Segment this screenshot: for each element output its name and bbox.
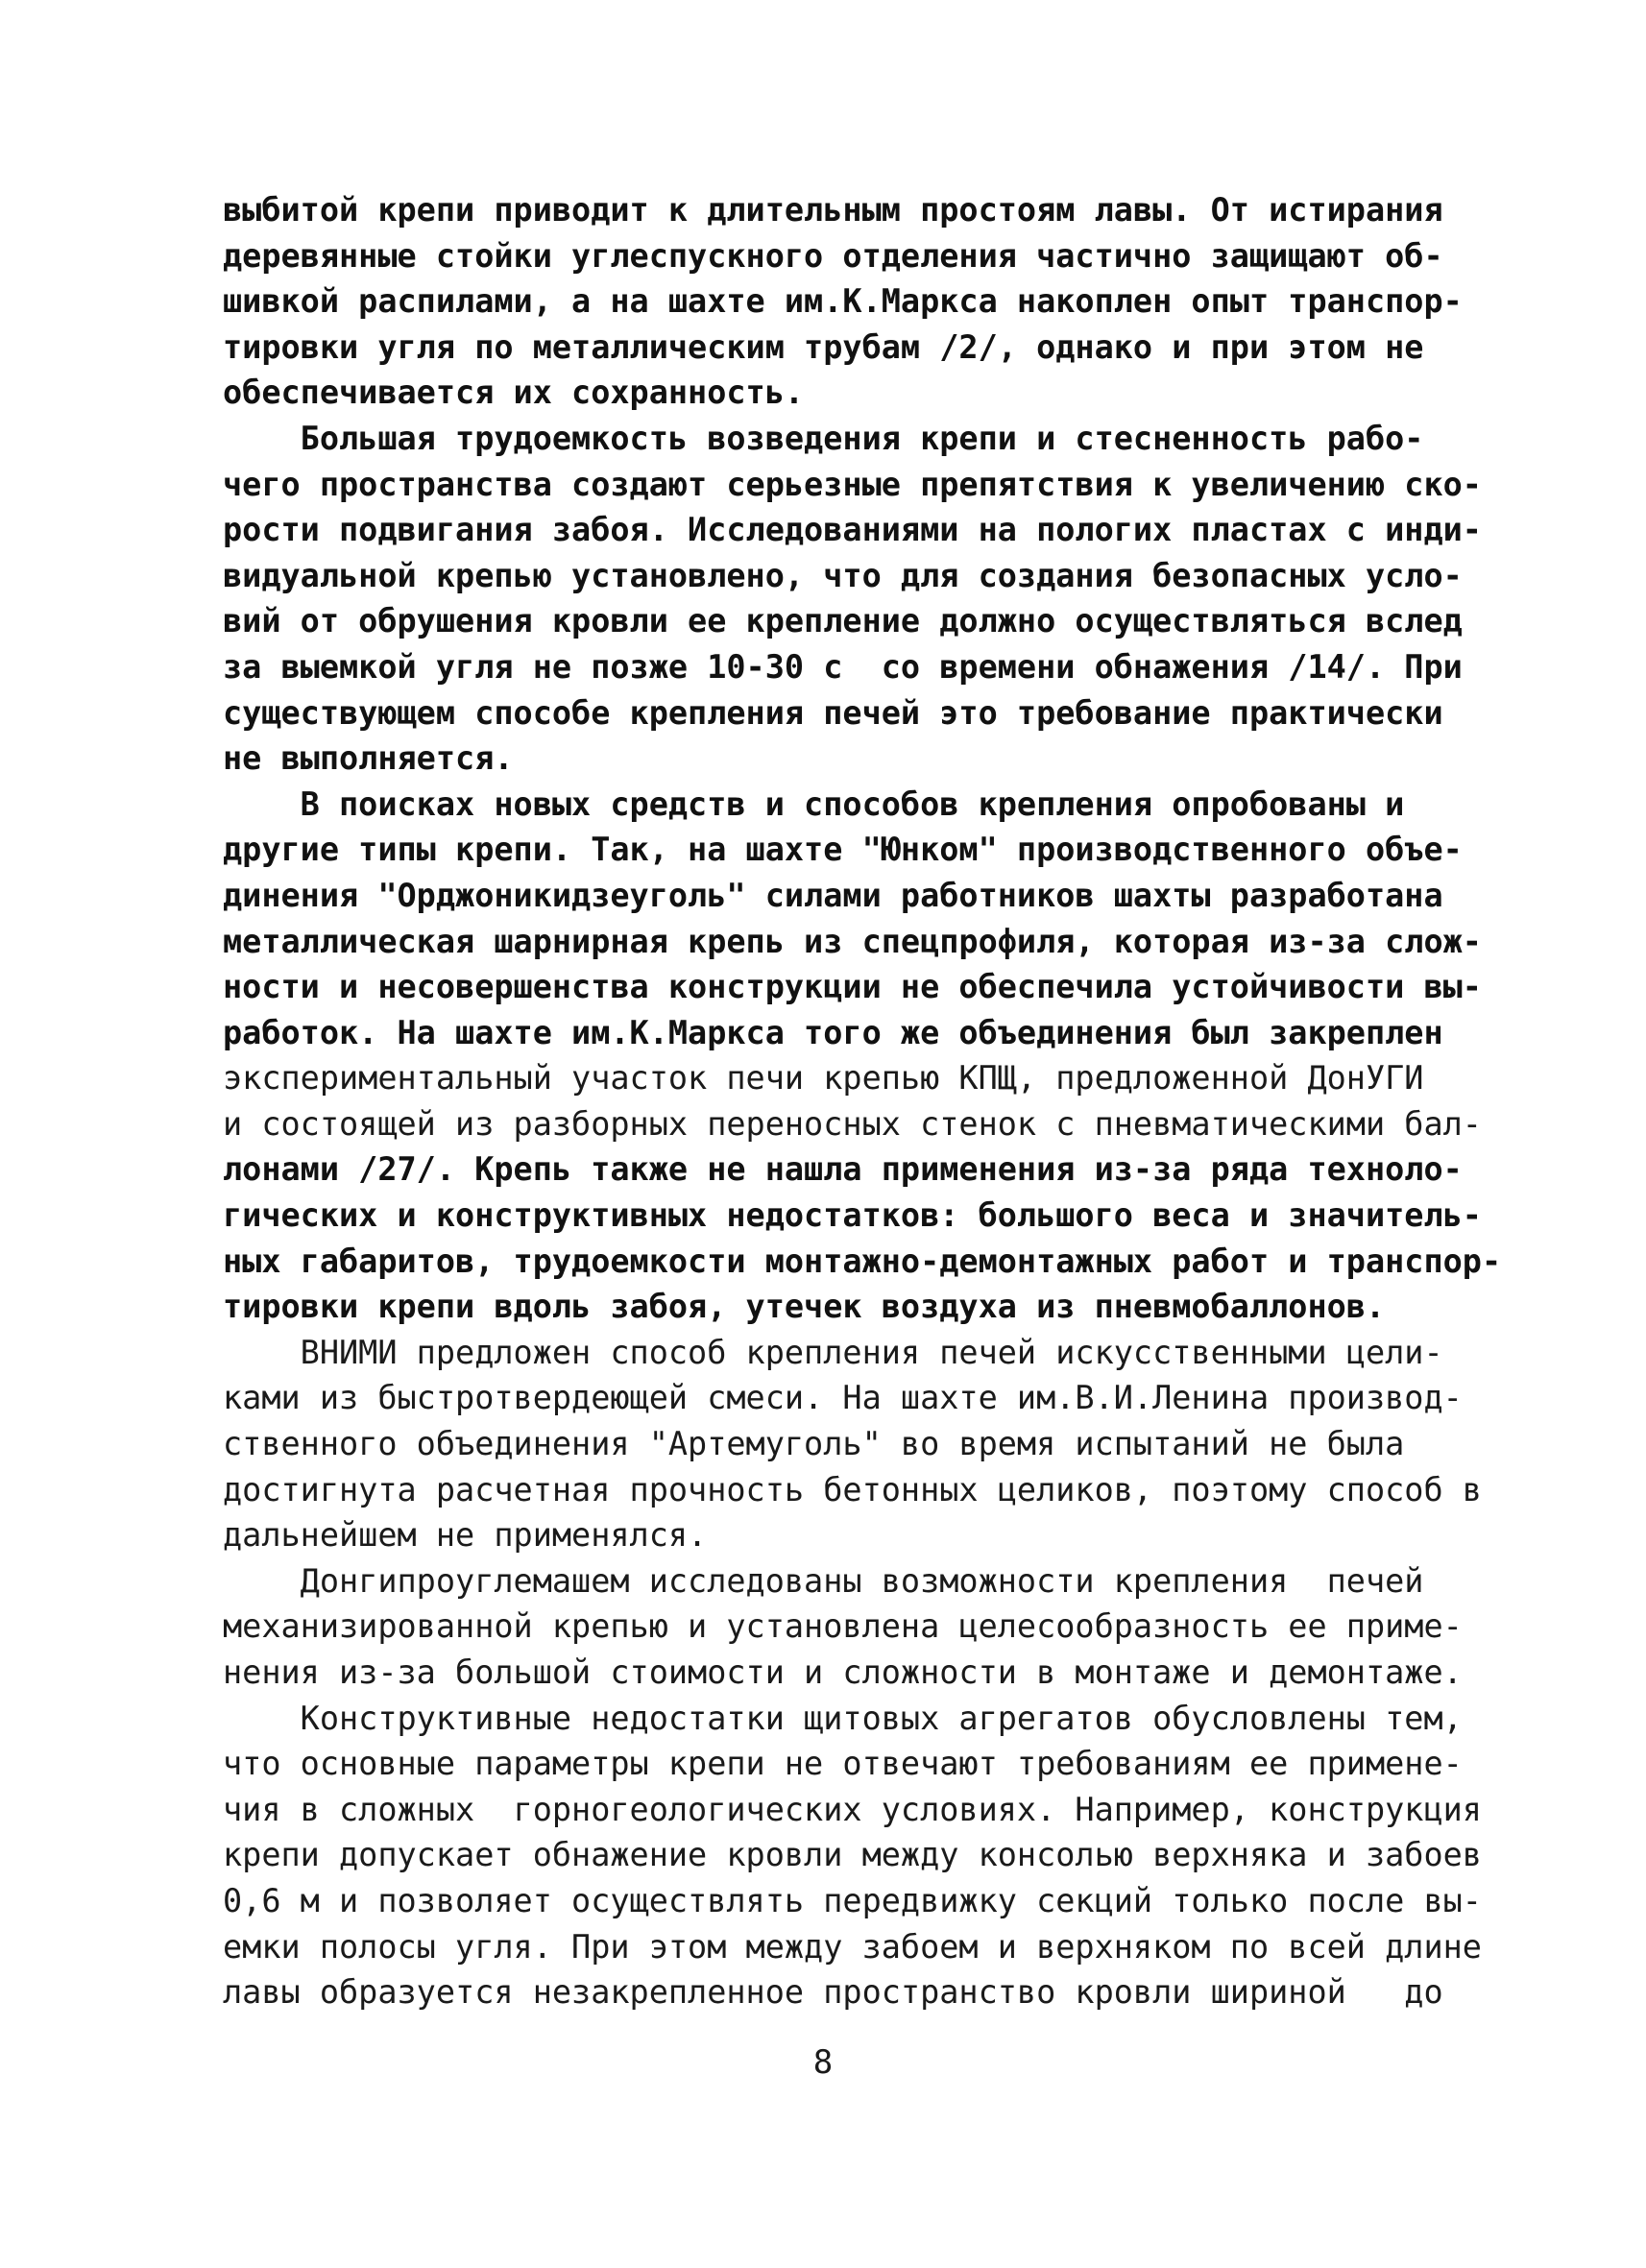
text-line: тировки угля по металлическим трубам /2/, однако и при этом не (223, 327, 1424, 366)
text-line: нения из-за большой стоимости и сложности в монтаже и демонтаже. (223, 1653, 1463, 1691)
text-line: существующем способе крепления печей это требование практически (223, 693, 1443, 732)
text-line: выбитой крепи приводит к длительным простоям лавы. От истирания (223, 191, 1443, 229)
text-line: тировки крепи вдоль забоя, утечек воздуха из пневмобаллонов. (223, 1288, 1386, 1326)
text-line: чего пространства создают серьезные препятствия к увеличению ско- (223, 465, 1482, 503)
text-line: динения "Орджоникидзеуголь" силами работников шахты разработана (223, 876, 1443, 914)
text-line: Конструктивные недостатки щитовых агрегатов обусловлены тем, (223, 1699, 1463, 1737)
text-line: лонами /27/. Крепь также не нашла применения из-за ряда техноло- (223, 1150, 1463, 1189)
text-line: гических и конструктивных недостатков: большого веса и значитель- (223, 1196, 1482, 1235)
text-line: емки полосы угля. При этом между забоем и верхняком по всей длине (223, 1927, 1482, 1966)
text-line: за выемкой угля не позже 10-30 с со времени обнажения /14/. При (223, 647, 1463, 686)
text-line: дальнейшем не применялся. (223, 1516, 708, 1555)
text-line: лавы образуется незакрепленное пространство кровли шириной до (223, 1973, 1443, 2012)
text-line: и состоящей из разборных переносных стенок с пневматическими бал- (223, 1104, 1482, 1143)
text-line: крепи допускает обнажение кровли между консолью верхняка и забоев (223, 1836, 1482, 1874)
body-text (223, 187, 1502, 2015)
text-line: Большая трудоемкость возведения крепи и стесненность рабо- (223, 419, 1424, 457)
text-line: ками из быстротвердеющей смеси. На шахте им.В.И.Ленина производ- (223, 1379, 1463, 1417)
text-line: механизированной крепью и установлена целесообразность ее приме- (223, 1607, 1463, 1646)
text-line: не выполняется. (223, 739, 514, 778)
text-line: вий от обрушения кровли ее крепление должно осуществляться вслед (223, 602, 1463, 640)
text-line: шивкой распилами, а на шахте им.К.Маркса накоплен опыт транспор- (223, 282, 1463, 321)
text-line: ности и несовершенства конструкции не обеспечила устойчивости вы- (223, 968, 1482, 1006)
text-line: обеспечивается их сохранность. (223, 374, 805, 412)
text-line: деревянные стойки углеспускного отделения частично защищают об- (223, 236, 1443, 275)
page-number: 8 (812, 2043, 834, 2082)
text-line: ных габаритов, трудоемкости монтажно-демонтажных работ и транспор- (223, 1242, 1502, 1280)
text-line: В поисках новых средств и способов крепления опробованы и (223, 784, 1405, 823)
text-line: Донгипроуглемашем исследованы возможности крепления печей (223, 1561, 1424, 1600)
text-line: достигнута расчетная прочность бетонных целиков, поэтому способ в (223, 1470, 1482, 1508)
text-line: что основные параметры крепи не отвечают требованиям ее примене- (223, 1745, 1463, 1783)
text-line: металлическая шарнирная крепь из спецпрофиля, которая из-за слож- (223, 922, 1482, 960)
text-line: видуальной крепью установлено, что для создания безопасных усло- (223, 556, 1463, 594)
text-line: рости подвигания забоя. Исследованиями на пологих пластах с инди- (223, 511, 1482, 549)
text-line: экспериментальный участок печи крепью КПЩ, предложенной ДонУГИ (223, 1059, 1424, 1098)
text-line: другие типы крепи. Так, на шахте "Юнком" производственного объе- (223, 831, 1463, 869)
text-line: ственного объединения "Артемуголь" во время испытаний не была (223, 1425, 1405, 1463)
text-line: ВНИМИ предложен способ крепления печей искусственными цели- (223, 1333, 1443, 1371)
text-line: чия в сложных горногеологических условиях. Например, конструкция (223, 1790, 1482, 1828)
text-line: работок. На шахте им.К.Маркса того же объединения был закреплен (223, 1013, 1443, 1051)
text-line: 0,6 м и позволяет осуществлять передвижку секций только после вы- (223, 1881, 1482, 1919)
